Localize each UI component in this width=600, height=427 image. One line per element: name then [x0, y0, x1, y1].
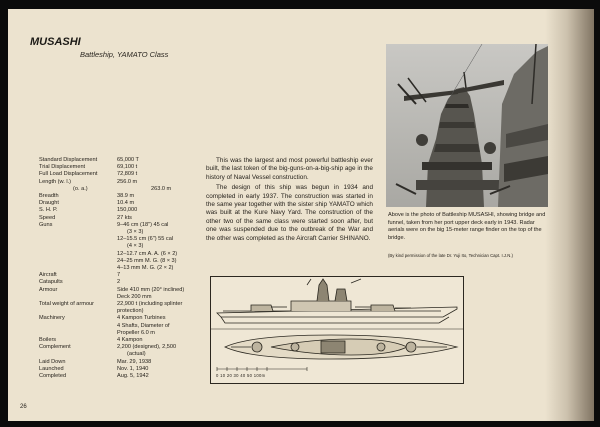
spec-value: 22,900 t (including splinter — [117, 301, 183, 308]
spec-label: Completed — [39, 373, 67, 380]
specifications-table — [39, 157, 184, 380]
photo-caption: Above is the photo of Battleship MUSASHI, showing bridge and funnel, taken from her port upper deck early in 1943. Radar aerials were on the big 15-meter range finder on the top of the bridge. — [388, 212, 546, 241]
spec-label — [39, 351, 117, 358]
spec-row-continuation — [39, 229, 184, 236]
spec-row — [39, 315, 184, 322]
spec-label: Breadth — [39, 193, 59, 200]
spec-row-continuation — [39, 330, 184, 337]
spec-label: Catapults — [39, 279, 63, 286]
narrative-text — [206, 157, 373, 245]
spec-label: (o. a.) — [73, 185, 88, 192]
spec-label: Boilers — [39, 337, 57, 344]
spec-row — [39, 366, 184, 373]
spec-label — [39, 308, 117, 315]
spec-row — [39, 179, 184, 186]
photo-credit: (By kind permission of the late Dr. Yuji Ito, Technician Capt. I.J.N.) — [388, 253, 513, 258]
spec-value: 69,100 t — [117, 164, 138, 171]
spec-row — [39, 373, 184, 380]
spec-label: Trial Displacement — [39, 164, 86, 171]
spec-value: 256.0 m — [117, 178, 138, 185]
spec-row — [39, 287, 184, 294]
spec-row — [39, 207, 184, 214]
spec-label: S. H. P. — [39, 207, 58, 214]
spec-label: Full Load Displacement — [39, 171, 98, 178]
spec-label — [39, 236, 117, 243]
spec-value: 4 Shafts, Diameter of — [117, 322, 170, 329]
battleship-bridge-photo-image — [386, 44, 548, 207]
spec-value: 4 Kampon Turbines — [117, 315, 166, 322]
spec-row-continuation — [39, 258, 184, 265]
scale-bar — [217, 367, 307, 371]
spec-label: Length (w. l.) — [39, 178, 72, 185]
spec-label: Launched — [39, 365, 64, 372]
spec-row — [39, 272, 184, 279]
spec-row-continuation — [39, 243, 184, 250]
spec-value: 24–25 mm M. G. (8 × 3) — [117, 257, 177, 264]
spec-label: Speed — [39, 214, 56, 221]
spec-value: 4 Kampon — [117, 337, 143, 344]
spec-row-continuation — [39, 236, 184, 243]
spec-value: Mar. 29, 1938 — [117, 358, 152, 365]
spec-label: Guns — [39, 221, 53, 228]
ship-plan-and-profile-svg — [211, 277, 463, 383]
spec-value: 12–15.5 cm (6") 55 cal — [117, 236, 174, 243]
spec-label — [39, 294, 117, 301]
spec-row — [39, 279, 184, 286]
spec-value: 10.4 m — [117, 200, 135, 207]
spec-value: 7 — [117, 272, 121, 279]
spec-value: 72,809 t — [117, 171, 138, 178]
spec-value: 2,200 (designed), 2,500 — [117, 344, 177, 351]
spec-row-continuation — [39, 308, 184, 315]
spec-label — [39, 330, 117, 337]
spec-row — [39, 200, 184, 207]
spec-label: Draught — [39, 200, 59, 207]
spec-label: Standard Displacement — [39, 157, 98, 163]
spec-label: Armour — [39, 286, 58, 293]
spec-label: Laid Down — [39, 358, 66, 365]
spec-value: Deck 200 mm — [117, 293, 152, 300]
spec-row — [39, 359, 184, 366]
spec-row-continuation — [39, 351, 184, 358]
spec-label: Aircraft — [39, 272, 57, 279]
ship-class-subtitle: Battleship, YAMATO Class — [80, 50, 169, 59]
spec-label — [39, 258, 117, 265]
scale-label: 0 10 20 30 40 50 100m — [216, 373, 266, 378]
battleship-photo — [386, 44, 548, 207]
spec-row — [39, 222, 184, 229]
spec-label — [39, 265, 117, 272]
spec-value: 65,000 T — [117, 157, 139, 163]
spec-label — [39, 323, 117, 330]
spec-value: Propeller 6.0 m — [117, 329, 155, 336]
ship-name-title: MUSASHI — [30, 36, 81, 48]
spec-value: 4–13 mm M. G. (2 × 2) — [117, 265, 174, 272]
spec-label — [39, 251, 117, 258]
spec-row — [39, 157, 184, 164]
spec-value: 2 — [117, 279, 121, 286]
spec-row — [39, 301, 184, 308]
spec-label — [39, 243, 117, 250]
spec-row-continuation — [39, 251, 184, 258]
spec-value: Nov. 1, 1940 — [117, 365, 149, 372]
spec-row — [39, 344, 184, 351]
spec-value: 150,000 — [117, 207, 138, 214]
spec-value: Aug. 5, 1942 — [117, 373, 149, 380]
spec-label: Total weight of armour — [39, 301, 95, 308]
spec-value: 38.9 m — [117, 193, 135, 200]
spec-value: 27 kts — [117, 214, 132, 221]
spec-label: Machinery — [39, 315, 65, 322]
spec-row — [39, 164, 184, 171]
ship-profile-drawing — [210, 276, 464, 384]
spec-row-continuation — [39, 294, 184, 301]
spec-value: (actual) — [127, 351, 146, 358]
page-number: 26 — [20, 404, 27, 410]
plan-view — [225, 335, 457, 359]
spec-row — [39, 171, 184, 178]
page-binding-shadow — [545, 9, 594, 421]
spec-row — [39, 193, 184, 200]
spec-label — [39, 229, 117, 236]
spec-row — [39, 337, 184, 344]
spec-row — [39, 186, 184, 193]
spec-value: protection) — [117, 308, 144, 315]
spec-value: 12–12.7 cm A. A. (6 × 2) — [117, 250, 178, 257]
narrative-paragraph-2: The design of this ship was begun in 1934 and completed in early 1937. The construction was started in the same year together with the sister ship YAMATO which was built at the Kure Navy Yard. The construction of the other two of the same class were started soon after, but one was suspended due to the outbreak of the War and the other was completed as the Aircraft Carrier SHINANO. — [206, 184, 373, 242]
spec-value: 9–46 cm (18") 45 cal — [117, 221, 169, 228]
spec-row — [39, 215, 184, 222]
narrative-paragraph-1: This was the largest and most powerful battleship ever built, the last token of the big-guns-on-a-big-ship age in the history of Naval Vessel construction. — [206, 157, 373, 181]
spec-row-continuation — [39, 265, 184, 272]
side-profile — [217, 279, 457, 323]
spec-value: (4 × 3) — [127, 243, 144, 250]
spec-row-continuation — [39, 323, 184, 330]
spec-value: 263.0 m — [151, 185, 172, 192]
spec-label: Complement — [39, 344, 71, 351]
spec-value: (3 × 3) — [127, 229, 144, 236]
spec-value: Side 410 mm (20° inclined) — [117, 286, 185, 293]
